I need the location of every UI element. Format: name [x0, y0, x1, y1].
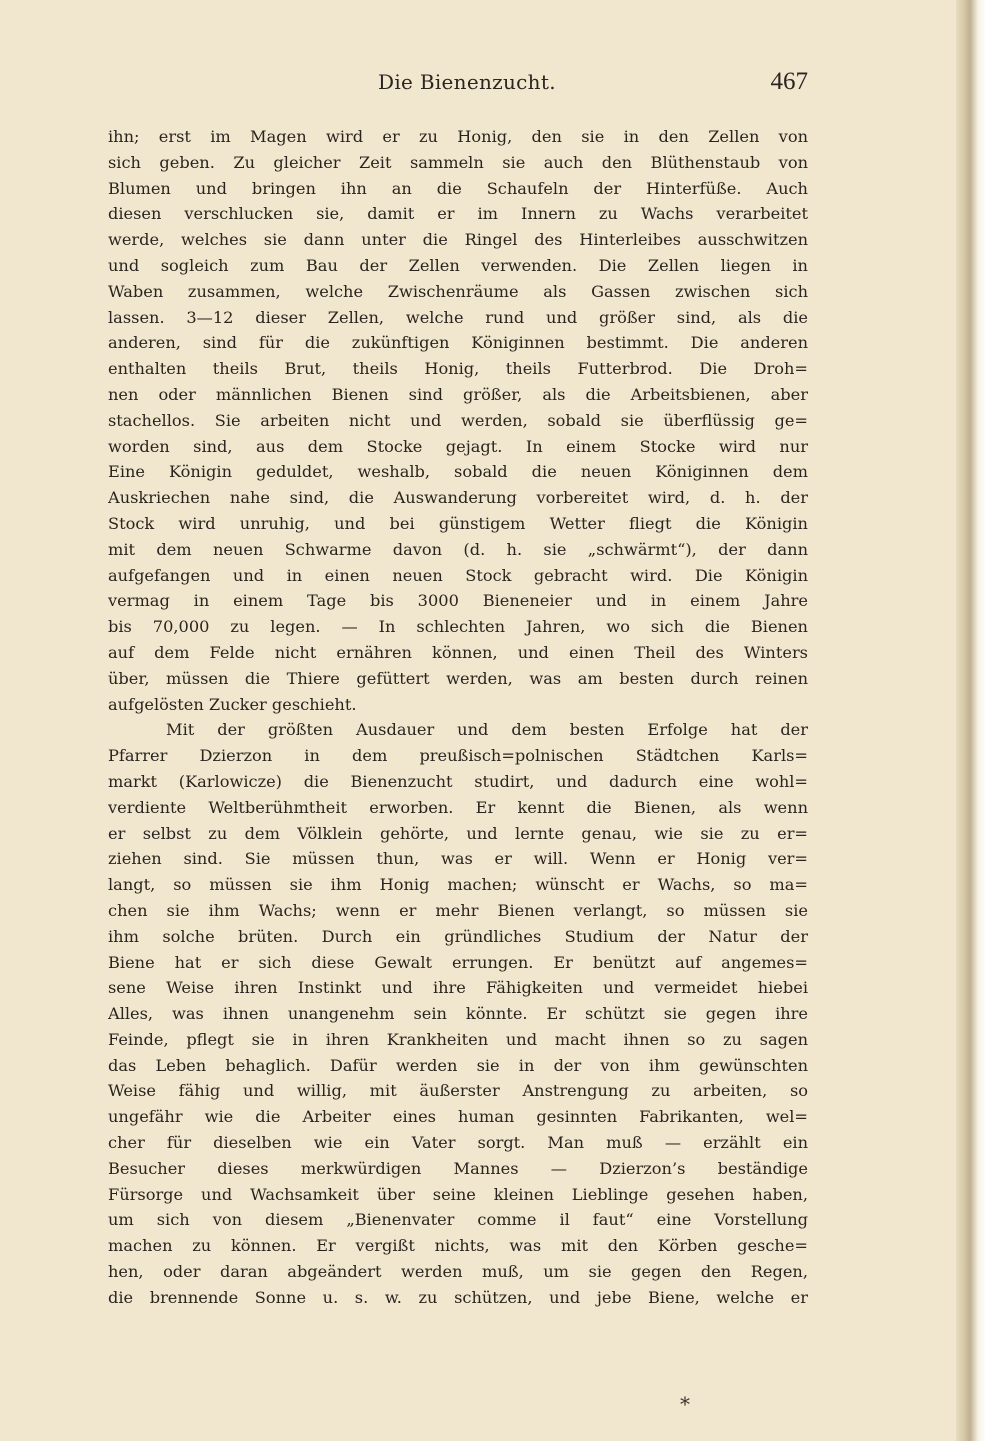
text-line: machen zu können. Er vergißt nichts, was mit den Körben gesche= — [108, 1236, 808, 1256]
text-line: chen sie ihm Wachs; wenn er mehr Bienen verlangt, so müssen sie — [108, 900, 808, 920]
text-line: aufgelösten Zucker geschieht. — [108, 694, 357, 714]
text-line: Weise fähig und willig, mit äußerster Anstrengung zu arbeiten, so — [108, 1081, 808, 1101]
text-line: vermag in einem Tage bis 3000 Bieneneier und in einem Jahre — [108, 591, 808, 611]
running-title: Die Bienenzucht. — [378, 70, 556, 94]
page-gutter — [956, 0, 1000, 1441]
text-line: enthalten theils Brut, theils Honig, theils Futterbrod. Die Droh= — [108, 359, 808, 379]
text-line: Auskriechen nahe sind, die Auswanderung vorbereitet wird, d. h. der — [108, 488, 808, 508]
text-line: aufgefangen und in einen neuen Stock gebracht wird. Die Königin — [108, 565, 808, 585]
text-line: Besucher dieses merkwürdigen Mannes — Dzierzon’s beständige — [108, 1158, 808, 1178]
paragraph — [108, 717, 808, 1310]
text-line: hen, oder daran abgeändert werden muß, um sie gegen den Regen, — [108, 1262, 808, 1282]
text-line: sich geben. Zu gleicher Zeit sammeln sie auch den Blüthenstaub von — [108, 152, 808, 172]
text-line: diesen verschlucken sie, damit er im Innern zu Wachs verarbeitet — [108, 204, 808, 224]
text-line: anderen, sind für die zukünftigen Königinnen bestimmt. Die anderen — [108, 333, 808, 353]
text-line: Waben zusammen, welche Zwischenräume als Gassen zwischen sich — [108, 281, 808, 301]
text-line: Stock wird unruhig, und bei günstigem Wetter fliegt die Königin — [108, 513, 808, 533]
text-line: Mit der größten Ausdauer und dem besten Erfolge hat der — [166, 720, 808, 740]
text-line: cher für dieselben wie ein Vater sorgt. Man muß — erzählt ein — [108, 1133, 808, 1153]
text-line: das Leben behaglich. Dafür werden sie in der von ihm gewünschten — [108, 1055, 808, 1075]
text-line: über, müssen die Thiere gefüttert werden, was am besten durch reinen — [108, 668, 808, 688]
text-line: Eine Königin geduldet, weshalb, sobald die neuen Königinnen dem — [108, 462, 808, 482]
text-line: lassen. 3—12 dieser Zellen, welche rund und größer sind, als die — [108, 307, 808, 327]
text-line: werde, welches sie dann unter die Ringel des Hinterleibes ausschwitzen — [108, 230, 808, 250]
text-line: und sogleich zum Bau der Zellen verwenden. Die Zellen liegen in — [108, 255, 808, 275]
text-line: nen oder männlichen Bienen sind größer, als die Arbeitsbienen, aber — [108, 384, 808, 404]
text-line: um sich von diesem „Bienenvater comme il faut“ eine Vorstellung — [108, 1210, 808, 1230]
text-line: verdiente Weltberühmtheit erworben. Er kennt die Bienen, als wenn — [108, 797, 808, 817]
text-line: ungefähr wie die Arbeiter eines human gesinnten Fabrikanten, wel= — [108, 1107, 808, 1127]
text-line: Blumen und bringen ihn an die Schaufeln der Hinterfüße. Auch — [108, 178, 808, 198]
text-line: worden sind, aus dem Stocke gejagt. In einem Stocke wird nur — [108, 436, 808, 456]
text-line: markt (Karlowicze) die Bienenzucht studirt, und dadurch eine wohl= — [108, 771, 808, 791]
text-line: Pfarrer Dzierzon in dem preußisch=polnischen Städtchen Karls= — [108, 746, 808, 766]
text-line: ihm solche brüten. Durch ein gründliches Studium der Natur der — [108, 926, 808, 946]
text-line: Fürsorge und Wachsamkeit über seine kleinen Lieblinge gesehen haben, — [108, 1184, 808, 1204]
text-line: sene Weise ihren Instinkt und ihre Fähigkeiten und vermeidet hiebei — [108, 978, 808, 998]
text-line: mit dem neuen Schwarme davon (d. h. sie „schwärmt“), der dann — [108, 539, 808, 559]
page-header — [108, 66, 808, 102]
text-line: auf dem Felde nicht ernähren können, und einen Theil des Winters — [108, 642, 808, 662]
text-line: Alles, was ihnen unangenehm sein könnte. Er schützt sie gegen ihre — [108, 1004, 808, 1024]
signature-mark: * — [680, 1392, 690, 1416]
text-line: bis 70,000 zu legen. — In schlechten Jahren, wo sich die Bienen — [108, 617, 808, 637]
text-line: langt, so müssen sie ihm Honig machen; wünscht er Wachs, so ma= — [108, 875, 808, 895]
text-line: die brennende Sonne u. s. w. zu schützen, und jebe Biene, welche er — [108, 1287, 808, 1307]
text-line: stachellos. Sie arbeiten nicht und werden, sobald sie überflüssig ge= — [108, 410, 808, 430]
body-text — [108, 124, 808, 1311]
text-line: er selbst zu dem Völklein gehörte, und lernte genau, wie sie zu er= — [108, 823, 808, 843]
text-line: ziehen sind. Sie müssen thun, was er will. Wenn er Honig ver= — [108, 849, 808, 869]
text-line: Feinde, pflegt sie in ihren Krankheiten und macht ihnen so zu sagen — [108, 1029, 808, 1049]
page-number: 467 — [770, 68, 808, 95]
paragraph — [108, 124, 808, 717]
text-line: ihn; erst im Magen wird er zu Honig, den sie in den Zellen von — [108, 127, 808, 146]
text-line: Biene hat er sich diese Gewalt errungen. Er benützt auf angemes= — [108, 952, 808, 972]
